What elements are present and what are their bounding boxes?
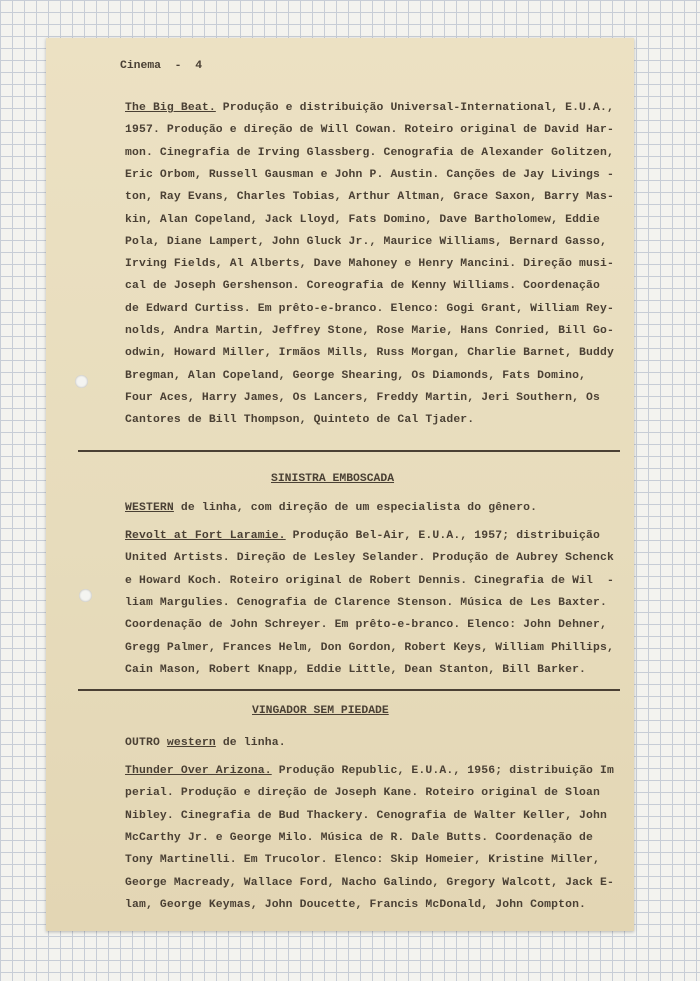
text-line: kin, Alan Copeland, Jack Lloyd, Fats Domino, Dave Bartholomew, Eddie — [125, 213, 601, 226]
section-divider — [78, 689, 620, 691]
text-line: odwin, Howard Miller, Irmãos Mills, Russ Morgan, Charlie Barnet, Buddy — [125, 347, 614, 360]
text-line: nolds, Andra Martin, Jeffrey Stone, Rose Marie, Hans Conried, Bill Go- — [125, 325, 614, 337]
section3-first-line — [125, 760, 614, 782]
text-line: Eric Orbom, Russell Gausman e John P. Austin. Canções de Jay Livings - — [125, 168, 614, 181]
text-line: perial. Produção e direção de Joseph Kane. Roteiro original de Sloan — [125, 787, 601, 800]
film-title: Thunder Over Arizona. — [125, 765, 272, 777]
intro-text: de linha. — [215, 737, 286, 749]
section2-intro — [125, 497, 537, 519]
genre-word: WESTERN — [125, 502, 174, 514]
genre-word: western — [166, 737, 216, 749]
punch-hole — [79, 589, 92, 602]
text-line: George Macready, Wallace Ford, Nacho Galindo, Gregory Walcott, Jack E- — [125, 876, 614, 889]
first-line-text: Produção Republic, E.U.A., 1956; distribuição Im — [271, 765, 614, 777]
film-title: Revolt at Fort Laramie. — [125, 530, 286, 542]
text-line: de Edward Curtiss. Em prêto-e-branco. Elenco: Gogi Grant, William Rey- — [125, 302, 614, 315]
text-line: 1957. Produção e direção de Will Cowan. Roteiro original de David Har- — [125, 124, 614, 137]
text-line: Coordenação de John Schreyer. Em prêto-e-branco. Elenco: John Dehner, — [125, 619, 607, 632]
text-line: ton, Ray Evans, Charles Tobias, Arthur Altman, Grace Saxon, Barry Mas- — [125, 191, 614, 204]
text-line: McCarthy Jr. e George Milo. Música de R. Dale Butts. Coordenação de — [125, 831, 594, 844]
text-line: Bregman, Alan Copeland, George Shearing, Os Diamonds, Fats Domino, — [125, 369, 587, 382]
section2-first-line — [125, 525, 600, 547]
text-line: liam Margulies. Cenografia de Clarence Stenson. Música de Les Baxter. — [125, 596, 607, 609]
first-line-text: Produção e distribuição Universal-International, E.U.A., — [215, 102, 614, 114]
text-line: cal de Joseph Gershenson. Coreografia de Kenny Williams. Coordenação — [125, 280, 601, 293]
intro-prefix: OUTRO — [125, 737, 167, 749]
text-line: Cain Mason, Robert Knapp, Eddie Little, Dean Stanton, Bill Barker. — [125, 663, 587, 676]
text-line: Pola, Diane Lampert, John Gluck Jr., Maurice Williams, Bernard Gasso, — [125, 235, 607, 248]
text-line: Cantores de Bill Thompson, Quinteto de Cal Tjader. — [125, 414, 475, 427]
section3-intro — [125, 732, 286, 754]
text-line: lam, George Keymas, John Doucette, Francis McDonald, John Compton. — [125, 898, 587, 911]
text-line: mon. Cinegrafia de Irving Glassberg. Cenografia de Alexander Golitzen, — [125, 146, 614, 159]
intro-text: de linha, com direção de um especialista do gênero. — [173, 502, 538, 514]
text-line: Irving Fields, Al Alberts, Dave Mahoney e Henry Mancini. Direção musi- — [125, 258, 614, 271]
section2-heading: SINISTRA EMBOSCADA — [271, 473, 395, 485]
film-title: The Big Beat. — [125, 102, 216, 114]
text-line: Tony Martinelli. Em Trucolor. Elenco: Skip Homeier, Kristine Miller, — [125, 854, 601, 867]
text-line: Four Aces, Harry James, Os Lancers, Freddy Martin, Jeri Southern, Os — [125, 391, 601, 404]
text-line: Gregg Palmer, Frances Helm, Don Gordon, Robert Keys, William Phillips, — [125, 641, 614, 654]
text-line: United Artists. Direção de Lesley Selander. Produção de Aubrey Schenck — [125, 552, 614, 565]
text-line: Nibley. Cinegrafia de Bud Thackery. Cenografia de Walter Keller, John — [125, 809, 607, 822]
punch-hole — [75, 375, 88, 388]
text-line: e Howard Koch. Roteiro original de Robert Dennis. Cinegrafia de Wil - — [125, 574, 614, 587]
page-header: Cinema - 4 — [120, 60, 203, 72]
section1-first-line — [125, 97, 614, 119]
section3-heading: VINGADOR SEM PIEDADE — [252, 705, 389, 717]
section-divider — [78, 450, 620, 452]
first-line-text: Produção Bel-Air, E.U.A., 1957; distribuição — [285, 530, 601, 542]
